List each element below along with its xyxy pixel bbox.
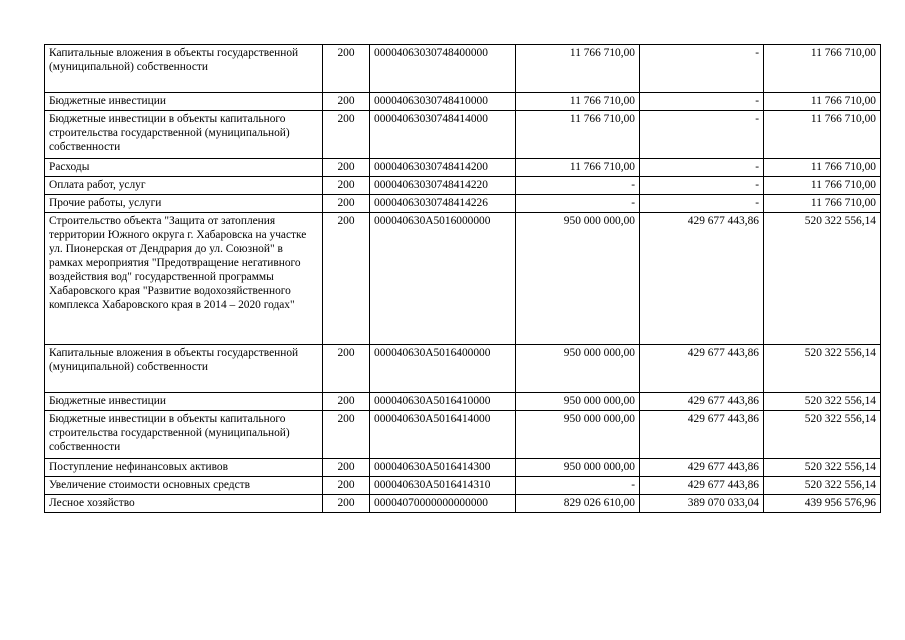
- row-executed-cell: 389 070 033,04: [640, 495, 764, 513]
- table-row: [45, 111, 881, 159]
- row-approved-cell: 829 026 610,00: [516, 495, 640, 513]
- row-approved-cell: 950 000 000,00: [516, 459, 640, 477]
- table-row: [45, 477, 881, 495]
- row-kbk-cell: 000040630A5016414000: [370, 411, 516, 459]
- table-body: [45, 45, 881, 513]
- table-row: [45, 177, 881, 195]
- row-unexecuted-cell: 11 766 710,00: [764, 177, 881, 195]
- budget-execution-table: [44, 44, 881, 513]
- row-code-cell: 200: [323, 495, 370, 513]
- row-executed-cell: -: [640, 93, 764, 111]
- row-kbk-cell: 000040630A5016000000: [370, 213, 516, 345]
- row-code-cell: 200: [323, 393, 370, 411]
- row-code-cell: 200: [323, 477, 370, 495]
- table-row: [45, 45, 881, 93]
- table-row: [45, 411, 881, 459]
- row-kbk-cell: 000040630A5016414300: [370, 459, 516, 477]
- row-kbk-cell: 000040630A5016400000: [370, 345, 516, 393]
- row-code-cell: 200: [323, 45, 370, 93]
- table-row: [45, 495, 881, 513]
- row-kbk-cell: 00004063030748414226: [370, 195, 516, 213]
- row-executed-cell: 429 677 443,86: [640, 459, 764, 477]
- row-unexecuted-cell: 11 766 710,00: [764, 159, 881, 177]
- row-approved-cell: -: [516, 177, 640, 195]
- row-approved-cell: 950 000 000,00: [516, 213, 640, 345]
- row-executed-cell: 429 677 443,86: [640, 477, 764, 495]
- row-code-cell: 200: [323, 177, 370, 195]
- row-approved-cell: -: [516, 477, 640, 495]
- row-approved-cell: 950 000 000,00: [516, 411, 640, 459]
- row-code-cell: 200: [323, 459, 370, 477]
- row-approved-cell: 11 766 710,00: [516, 93, 640, 111]
- row-name-cell: Капитальные вложения в объекты государственной (муниципальной) собственности: [45, 45, 323, 93]
- row-approved-cell: 11 766 710,00: [516, 111, 640, 159]
- row-name-cell: Бюджетные инвестиции в объекты капитального строительства государственной (муниципальной) собственности: [45, 411, 323, 459]
- row-kbk-cell: 00004063030748414200: [370, 159, 516, 177]
- row-unexecuted-cell: 520 322 556,14: [764, 345, 881, 393]
- row-approved-cell: 11 766 710,00: [516, 159, 640, 177]
- row-unexecuted-cell: 11 766 710,00: [764, 111, 881, 159]
- row-executed-cell: 429 677 443,86: [640, 411, 764, 459]
- table-row: [45, 195, 881, 213]
- row-executed-cell: -: [640, 177, 764, 195]
- row-approved-cell: 11 766 710,00: [516, 45, 640, 93]
- row-kbk-cell: 000040630A5016414310: [370, 477, 516, 495]
- row-unexecuted-cell: 11 766 710,00: [764, 45, 881, 93]
- table-row: [45, 459, 881, 477]
- row-approved-cell: 950 000 000,00: [516, 345, 640, 393]
- row-code-cell: 200: [323, 195, 370, 213]
- table-row: [45, 93, 881, 111]
- table-row: [45, 213, 881, 345]
- row-name-cell: Капитальные вложения в объекты государственной (муниципальной) собственности: [45, 345, 323, 393]
- row-executed-cell: -: [640, 195, 764, 213]
- row-name-cell: Расходы: [45, 159, 323, 177]
- row-approved-cell: -: [516, 195, 640, 213]
- row-kbk-cell: 00004063030748400000: [370, 45, 516, 93]
- row-code-cell: 200: [323, 411, 370, 459]
- row-kbk-cell: 00004063030748414000: [370, 111, 516, 159]
- row-name-cell: Прочие работы, услуги: [45, 195, 323, 213]
- row-kbk-cell: 00004063030748410000: [370, 93, 516, 111]
- row-unexecuted-cell: 11 766 710,00: [764, 93, 881, 111]
- row-unexecuted-cell: 520 322 556,14: [764, 459, 881, 477]
- table-row: [45, 345, 881, 393]
- row-executed-cell: 429 677 443,86: [640, 213, 764, 345]
- row-name-cell: Бюджетные инвестиции: [45, 93, 323, 111]
- row-name-cell: Бюджетные инвестиции в объекты капитального строительства государственной (муниципальной) собственности: [45, 111, 323, 159]
- row-kbk-cell: 00004070000000000000: [370, 495, 516, 513]
- row-unexecuted-cell: 520 322 556,14: [764, 213, 881, 345]
- row-executed-cell: -: [640, 159, 764, 177]
- row-code-cell: 200: [323, 93, 370, 111]
- row-unexecuted-cell: 439 956 576,96: [764, 495, 881, 513]
- row-unexecuted-cell: 520 322 556,14: [764, 477, 881, 495]
- row-name-cell: Лесное хозяйство: [45, 495, 323, 513]
- row-code-cell: 200: [323, 159, 370, 177]
- table-row: [45, 393, 881, 411]
- row-name-cell: Оплата работ, услуг: [45, 177, 323, 195]
- table-row: [45, 159, 881, 177]
- row-unexecuted-cell: 520 322 556,14: [764, 393, 881, 411]
- row-executed-cell: 429 677 443,86: [640, 345, 764, 393]
- row-executed-cell: 429 677 443,86: [640, 393, 764, 411]
- row-name-cell: Бюджетные инвестиции: [45, 393, 323, 411]
- row-name-cell: Увеличение стоимости основных средств: [45, 477, 323, 495]
- row-name-cell: Строительство объекта "Защита от затопления территории Южного округа г. Хабаровска на участке ул. Пионерская от Дендрария до ул. Союзной" в рамках мероприятия "Предотвращение негативного воздействия вод" государственной программы Хабаровского края "Развитие водохозяйственного комплекса Хабаровского края в 2014 – 2020 годах": [45, 213, 323, 345]
- row-kbk-cell: 00004063030748414220: [370, 177, 516, 195]
- row-executed-cell: -: [640, 111, 764, 159]
- row-kbk-cell: 000040630A5016410000: [370, 393, 516, 411]
- row-unexecuted-cell: 11 766 710,00: [764, 195, 881, 213]
- row-unexecuted-cell: 520 322 556,14: [764, 411, 881, 459]
- row-code-cell: 200: [323, 345, 370, 393]
- row-name-cell: Поступление нефинансовых активов: [45, 459, 323, 477]
- row-code-cell: 200: [323, 213, 370, 345]
- row-approved-cell: 950 000 000,00: [516, 393, 640, 411]
- row-executed-cell: -: [640, 45, 764, 93]
- row-code-cell: 200: [323, 111, 370, 159]
